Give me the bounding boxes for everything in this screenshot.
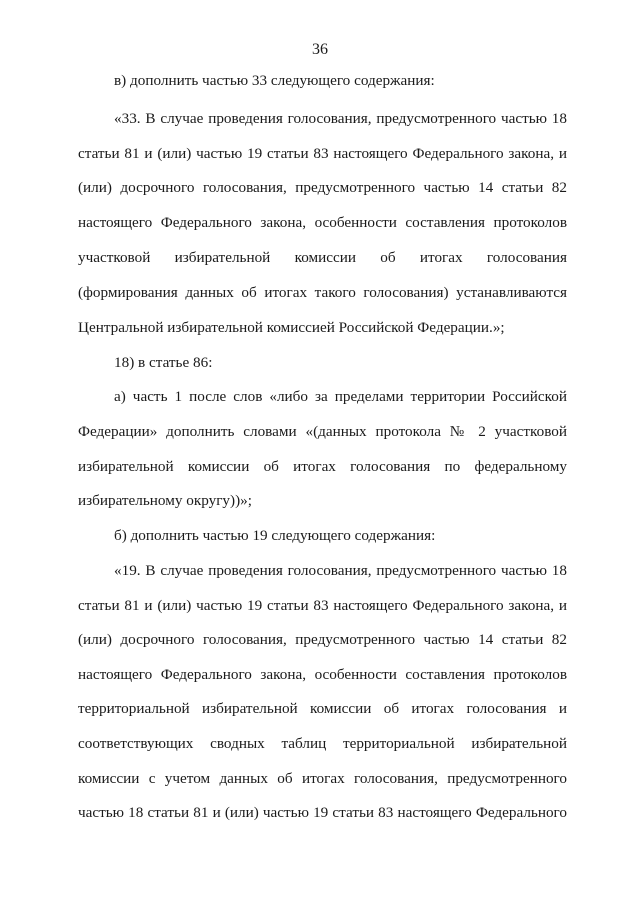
text-line: «19. В случае проведения голосования, предусмотренного частью 18 [114,562,567,579]
text-line: статьи 81 и (или) частью 19 статьи 83 настоящего Федерального закона, и [78,145,567,162]
text-line: (или) досрочного голосования, предусмотренного частью 14 статьи 82 [78,179,567,196]
text-line: настоящего Федерального закона, особенности составления протоколов [78,214,567,231]
text-line: избирательному округу))»; [78,492,252,509]
text-line: а) часть 1 после слов «либо за пределами территории Российской [114,388,567,405]
page-number: 36 [312,41,328,58]
text-line: в) дополнить частью 33 следующего содержания: [114,72,435,89]
text-line: «33. В случае проведения голосования, предусмотренного частью 18 [114,110,567,127]
text-line: соответствующих сводных таблиц территориальной избирательной [78,735,567,752]
text-line: настоящего Федерального закона, особенности составления протоколов [78,666,567,683]
text-line: (формирования данных об итогах такого голосования) устанавливаются [78,284,567,301]
text-line: участковой избирательной комиссии об итогах голосования [78,249,567,266]
text-line: комиссии с учетом данных об итогах голосования, предусмотренного [78,770,567,787]
text-line: (или) досрочного голосования, предусмотренного частью 14 статьи 82 [78,631,567,648]
text-line: Федерации» дополнить словами «(данных протокола № 2 участковой [78,423,567,440]
text-line: статьи 81 и (или) частью 19 статьи 83 настоящего Федерального закона, и [78,597,567,614]
text-line: Центральной избирательной комиссией Российской Федерации.»; [78,319,505,336]
text-line: б) дополнить частью 19 следующего содержания: [114,527,436,544]
text-line: территориальной избирательной комиссии об итогах голосования и [78,700,567,717]
text-line: избирательной комиссии об итогах голосования по федеральному [78,458,567,475]
text-line: 18) в статье 86: [114,354,213,371]
text-line: частью 18 статьи 81 и (или) частью 19 статьи 83 настоящего Федерального [78,804,567,821]
